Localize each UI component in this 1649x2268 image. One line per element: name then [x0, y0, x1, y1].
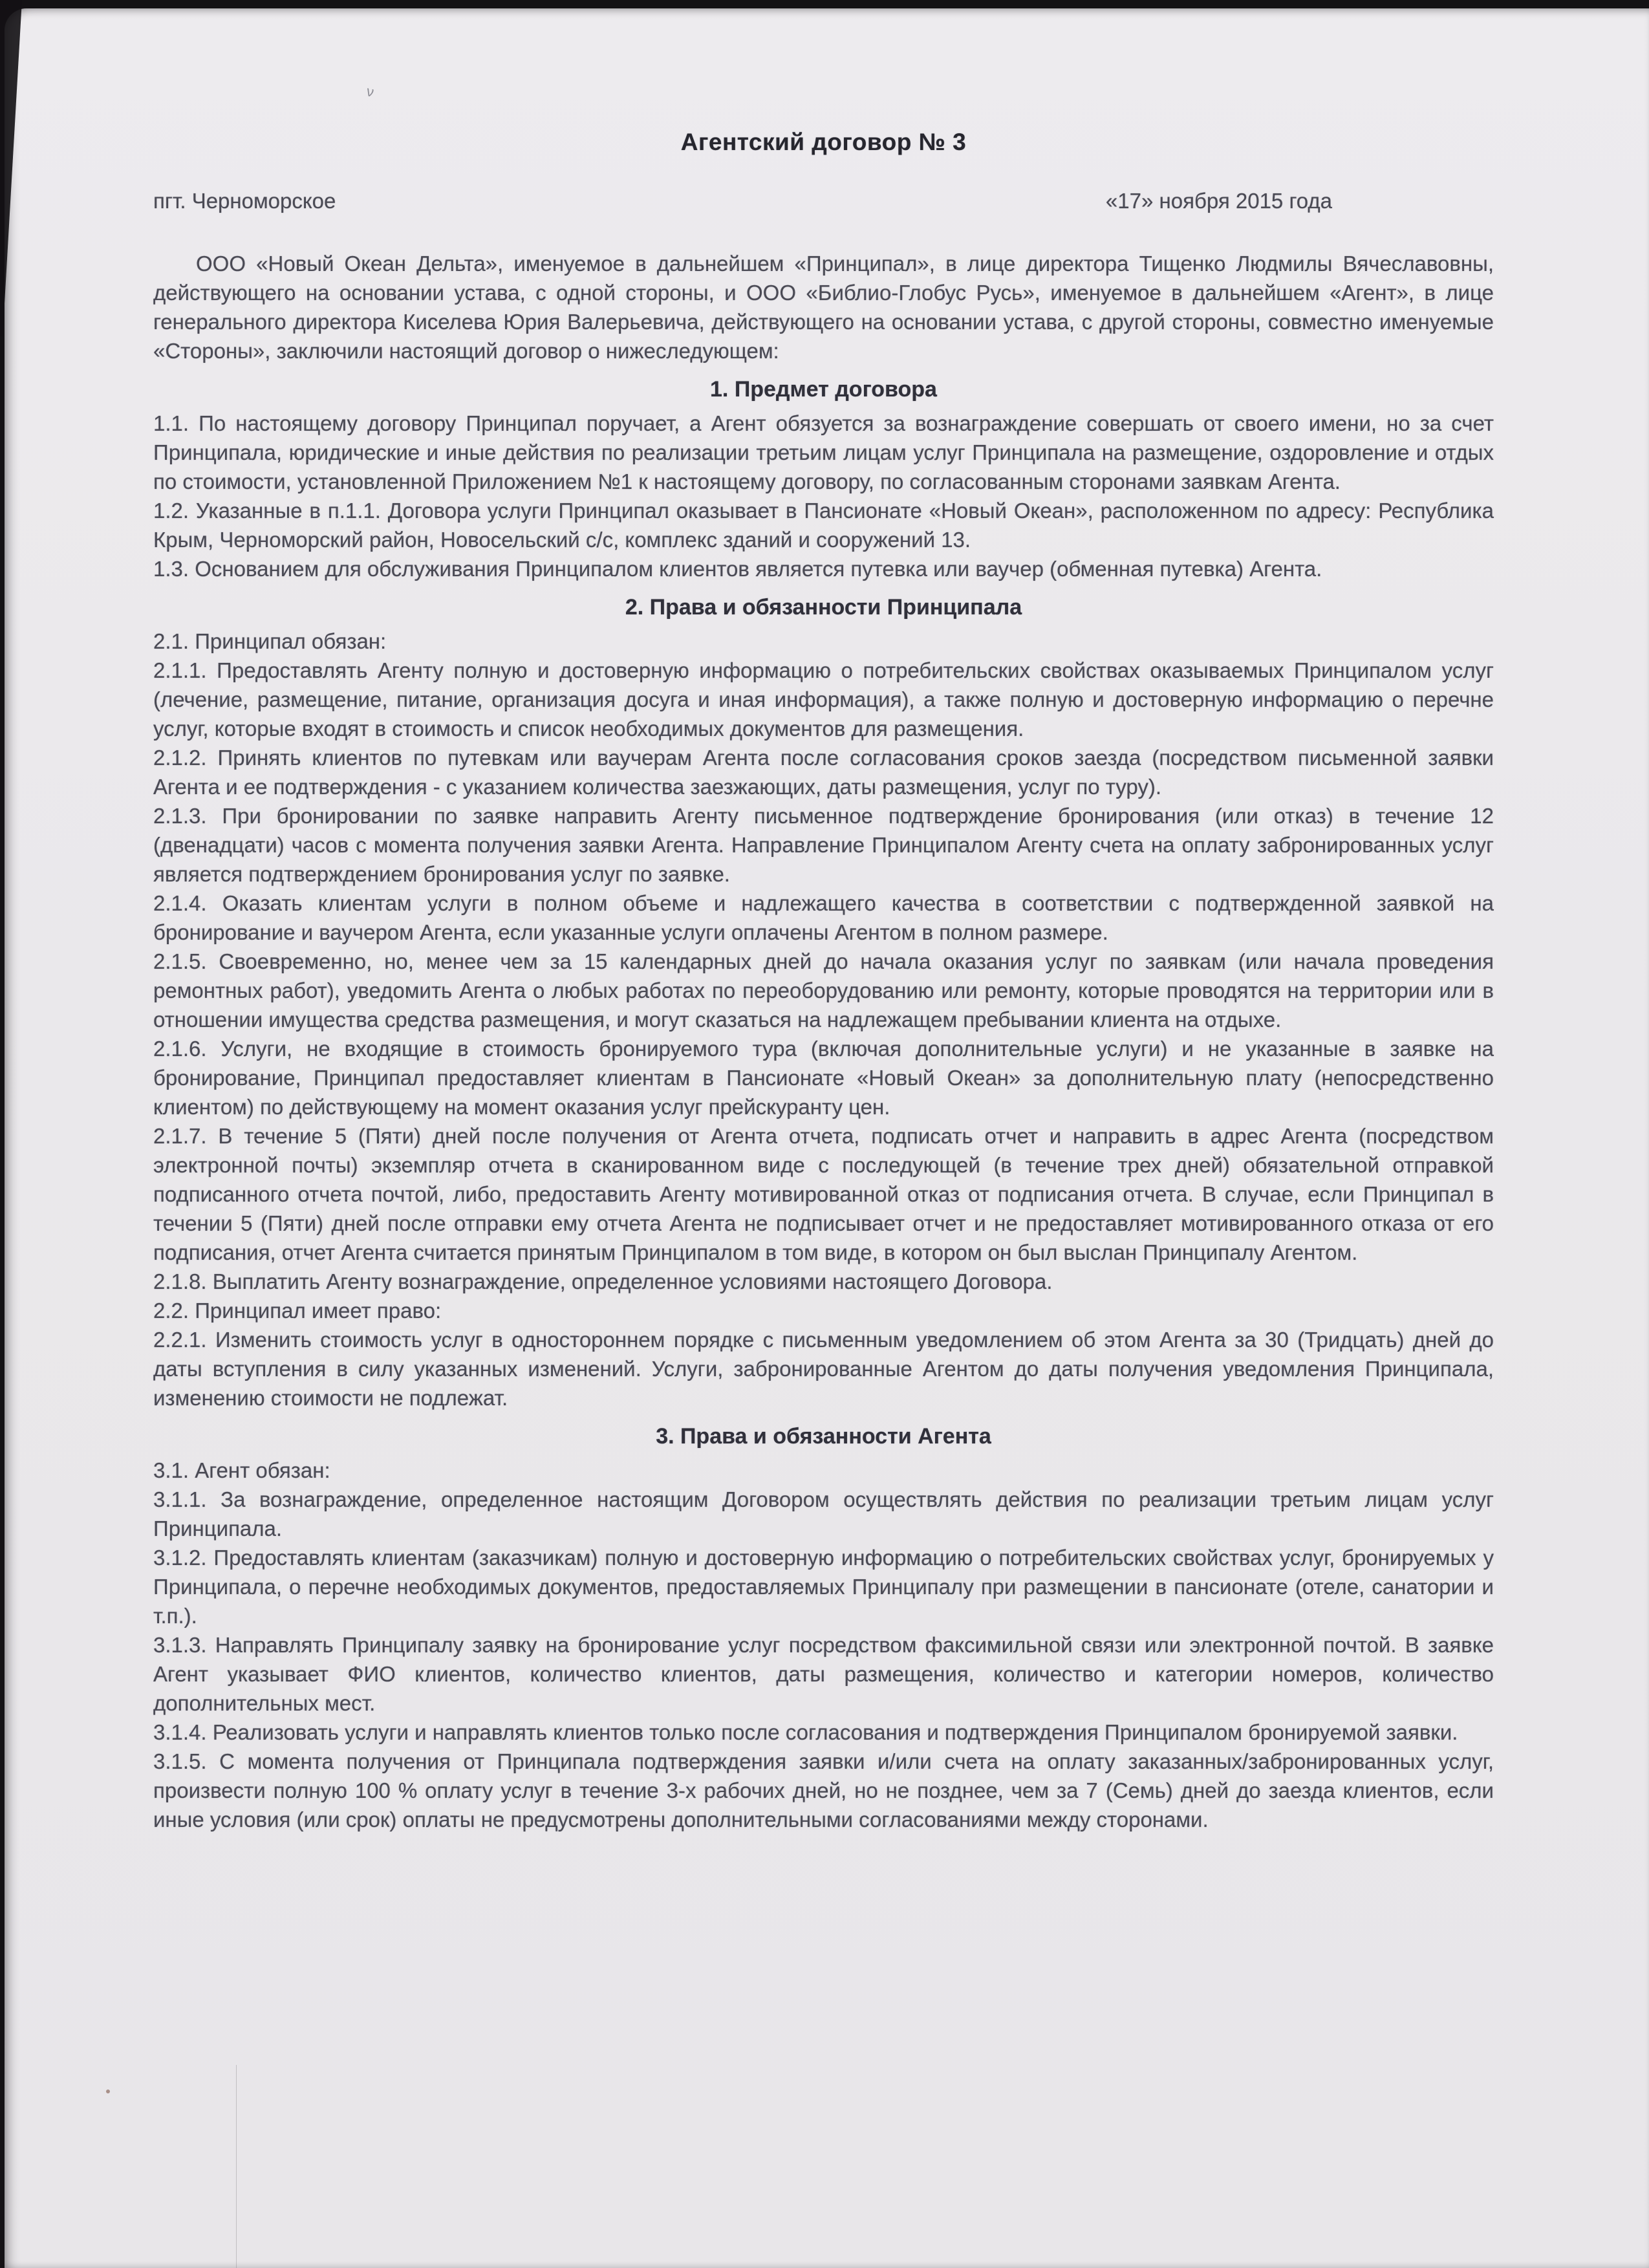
clause-paragraph: 2.1.6. Услуги, не входящие в стоимость бронируемого тура (включая дополнительные услуги) и не указанные в заявке на бронирование, Принципал предоставляет клиентам в Пансионате «Новый Океан» за дополнительную плату (непосредственно клиентом) по действующему на момент оказания услуг прейскуранту цен.: [153, 1037, 1494, 1119]
contract-date: «17» ноября 2015 года: [1105, 189, 1332, 213]
clause-paragraph: 3.1.1. За вознаграждение, определенное настоящим Договором осуществлять действия по реализации третьим лицам услуг Принципала.: [153, 1487, 1494, 1540]
clause-paragraph: 2.1.8. Выплатить Агенту вознаграждение, определенное условиями настоящего Договора.: [153, 1269, 1053, 1293]
clause-paragraph: 3.1.2. Предоставлять клиентам (заказчикам) полную и достоверную информацию о потребительских свойствах услуг, бронируемых у Принципала, о перечне необходимых документов, предоставляемых Принципалу при размещении в пансионате (отеле, санатории и т.п.).: [153, 1546, 1494, 1628]
clause-paragraph: 1.3. Основанием для обслуживания Принципалом клиентов является путевка или ваучер (обменная путевка) Агента.: [153, 557, 1322, 581]
paper-fold-line: [236, 2065, 237, 2268]
sections-container: [153, 374, 1494, 1834]
clause-paragraph: 2.1.5. Своевременно, но, менее чем за 15 календарных дней до начала оказания услуг по заявкам (или начала проведения ремонтных работ), уведомить Агента о любых работах по переоборудованию или ремонту, которые проводятся на территории или в отношении имущества средства размещения, и могут сказаться на надлежащем пребывании клиента на отдыхе.: [153, 949, 1494, 1031]
clause-paragraph: 2.1.4. Оказать клиентам услуги в полном объеме и надлежащего качества в соответствии с подтвержденной заявкой на бронирование и ваучером Агента, если указанные услуги оплачены Агентом в полном размере.: [153, 891, 1494, 944]
contract-place: пгт. Черноморское: [153, 189, 336, 213]
intro-paragraph: ООО «Новый Океан Дельта», именуемое в дальнейшем «Принципал», в лице директора Тищенко Людмилы Вячеславовны, действующего на основании устава, с одной стороны, и ООО «Библио-Глобус Русь», именуемое в дальнейшем «Агент», в лице генерального директора Киселева Юрия Валерьевича, действующего на основании устава, с другой стороны, совместно именуемые «Стороны», заключили настоящий договор о нижеследующем:: [153, 252, 1494, 363]
clause-paragraph: 3.1.5. С момента получения от Принципала подтверждения заявки и/или счета на оплату заказанных/забронированных услуг, произвести полную 100 % оплату услуг в течение 3-х рабочих дней, но не позднее, чем за 7 (Семь) дней до заезда клиентов, если иные условия (или срок) оплаты не предусмотрены дополнительными согласованиями между сторонами.: [153, 1749, 1494, 1831]
scan-speck-mark: ν: [365, 83, 376, 100]
clause-paragraph: 3.1. Агент обязан:: [153, 1458, 330, 1482]
clause-paragraph: 2.1.2. Принять клиентов по путевкам или ваучерам Агента после согласования сроков заезда (посредством письменной заявки Агента и ее подтверждения - с указанием количества заезжающих, даты размещения, услуг по туру).: [153, 746, 1494, 799]
clause-paragraph: 1.1. По настоящему договору Принципал поручает, а Агент обязуется за вознаграждение совершать от своего имени, но за счет Принципала, юридические и иные действия по реализации третьим лицам услуг Принципала на размещение, оздоровление и отдых по стоимости, установленной Приложением №1 к настоящему договору, по согласованным сторонами заявкам Агента.: [153, 411, 1494, 493]
clause-paragraph: 3.1.4. Реализовать услуги и направлять клиентов только после согласования и подтверждения Принципалом бронируемой заявки.: [153, 1720, 1458, 1744]
section-heading: 1. Предмет договора: [710, 377, 937, 402]
clause-paragraph: 2.1. Принципал обязан:: [153, 629, 387, 653]
place-date-row: [153, 186, 1494, 215]
clause-paragraph: 1.2. Указанные в п.1.1. Договора услуги Принципал оказывает в Пансионате «Новый Океан», расположенном по адресу: Республика Крым, Черноморский район, Новосельский с/с, комплекс зданий и сооружений 13.: [153, 499, 1494, 552]
section-heading: 3. Права и обязанности Агента: [656, 1424, 991, 1449]
clause-paragraph: 3.1.3. Направлять Принципалу заявку на бронирование услуг посредством факсимильной связи или электронной почтой. В заявке Агент указывает ФИО клиентов, количество клиентов, даты размещения, количество и категории номеров, количество дополнительных мест.: [153, 1633, 1494, 1715]
clause-paragraph: 2.1.7. В течение 5 (Пяти) дней после получения от Агента отчета, подписать отчет и направить в адрес Агента (посредством электронной почты) экземпляр отчета в сканированном виде с последующей (в течение трех дней) обязательной отправкой подписанного отчета почтой, либо, предоставить Агенту мотивированной отказ от подписания отчета. В случае, если Принципал в течении 5 (Пяти) дней после отправки ему отчета Агента не подписывает отчет и не предоставляет мотивированного отказа от его подписания, отчет Агента считается принятым Принципалом в том виде, в котором он был выслан Принципалу Агентом.: [153, 1124, 1494, 1264]
clause-paragraph: 2.1.3. При бронировании по заявке направить Агенту письменное подтверждение бронирования (или отказ) в течение 12 (двенадцати) часов с момента получения заявки Агента. Направление Принципалом Агенту счета на оплату забронированных услуг является подтверждением бронирования услуг по заявке.: [153, 804, 1494, 886]
section-heading: 2. Права и обязанности Принципала: [625, 595, 1022, 620]
contract-body: [153, 8, 1494, 1834]
scanned-page: [5, 8, 1649, 2268]
clause-paragraph: 2.2. Принципал имеет право:: [153, 1299, 442, 1323]
scan-dot-artifact: [106, 2090, 110, 2093]
clause-paragraph: 2.1.1. Предоставлять Агенту полную и достоверную информацию о потребительских свойствах оказываемых Принципалом услуг (лечение, размещение, питание, организация досуга и иная информация), а также полную и достоверную информацию о перечне услуг, которые входят в стоимость и список необходимых документов для размещения.: [153, 658, 1494, 740]
clause-paragraph: 2.2.1. Изменить стоимость услуг в одностороннем порядке с письменным уведомлением об этом Агента за 30 (Тридцать) дней до даты вступления в силу указанных изменений. Услуги, забронированные Агентом до даты получения уведомления Принципала, изменению стоимости не подлежат.: [153, 1328, 1494, 1410]
document-title: Агентский договор № 3: [680, 129, 967, 155]
